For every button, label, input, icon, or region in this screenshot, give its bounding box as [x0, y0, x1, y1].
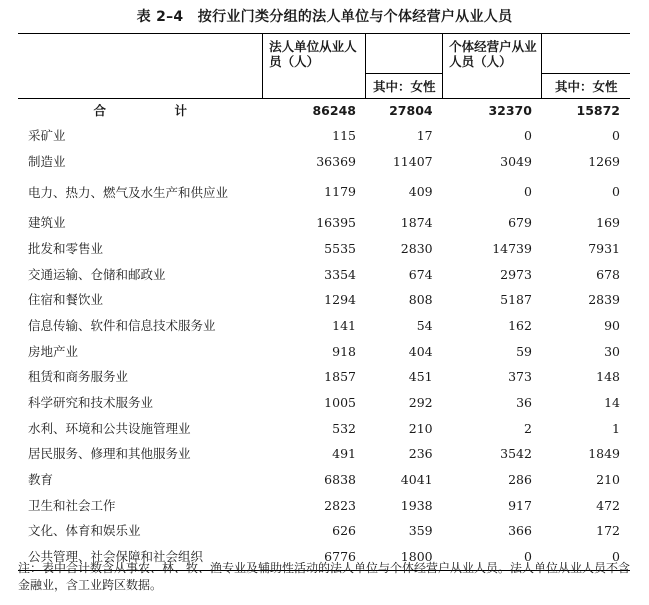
table-row	[18, 442, 630, 468]
cell-value: 0	[612, 127, 620, 143]
table-row	[18, 390, 630, 416]
header-spacer-4	[443, 74, 542, 99]
cell-value: 0	[524, 127, 532, 143]
table-row	[18, 519, 630, 545]
cell-value: 6838	[324, 472, 356, 488]
cell-value: 678	[596, 266, 620, 282]
header-legal-persons: 法人单位从业人员（人）	[263, 34, 366, 74]
header-spacer-3	[263, 74, 366, 99]
header-female-1: 其中：女性	[366, 74, 443, 99]
industry-label: 信息传输、软件和信息技术服务业	[28, 317, 216, 333]
cell-value: 366	[508, 523, 532, 539]
table-row	[18, 236, 630, 262]
cell-value: 169	[596, 215, 620, 231]
cell-value: 2830	[400, 240, 433, 256]
cell-value: 236	[408, 446, 433, 462]
total-value: 32370	[488, 103, 532, 118]
cell-value: 373	[508, 369, 532, 385]
cell-value: 1800	[366, 544, 443, 570]
cell-value: 90	[604, 317, 620, 333]
cell-value: 286	[508, 472, 532, 488]
cell-value: 6776	[263, 544, 366, 570]
table-title: 表 2–4 按行业门类分组的法人单位与个体经营户从业人员	[136, 9, 513, 25]
industry-label: 建筑业	[28, 215, 66, 231]
cell-value: 2	[524, 420, 532, 436]
table-row	[18, 365, 630, 391]
cell-value: 532	[332, 420, 356, 436]
cell-value: 472	[596, 497, 620, 513]
cell-value: 4041	[400, 472, 433, 488]
cell-value: 141	[332, 317, 356, 333]
cell-value: 451	[408, 369, 433, 385]
cell-value: 0	[524, 184, 532, 200]
industry-label: 电力、热力、燃气及水生产和供应业	[28, 184, 229, 200]
header-spacer-1	[366, 34, 443, 74]
industry-label: 卫生和社会工作	[28, 497, 116, 513]
cell-value: 918	[332, 343, 356, 359]
table-row	[18, 262, 630, 288]
cell-value: 1938	[400, 497, 433, 513]
corner-header	[18, 34, 263, 99]
cell-value: 5535	[324, 240, 356, 256]
cell-value: 36369	[316, 153, 356, 169]
cell-value: 1857	[324, 369, 356, 385]
header-female-2: 其中：女性	[542, 74, 630, 99]
cell-value: 17	[416, 127, 433, 143]
industry-label: 住宿和餐饮业	[28, 292, 104, 308]
cell-value: 210	[408, 420, 433, 436]
cell-value: 11407	[392, 153, 433, 169]
industry-label: 公共管理、社会保障和社会组织	[18, 544, 263, 570]
employment-table	[18, 33, 630, 571]
cell-value: 1874	[400, 215, 433, 231]
industry-label: 科学研究和技术服务业	[28, 395, 154, 411]
cell-value: 3354	[324, 266, 356, 282]
cell-value: 7931	[588, 240, 620, 256]
industry-label: 教育	[28, 472, 54, 488]
cell-value: 292	[408, 395, 433, 411]
table-row	[18, 123, 630, 149]
header-spacer-2	[542, 34, 630, 74]
total-label: 合 计	[93, 103, 216, 118]
cell-value: 1	[612, 420, 620, 436]
cell-value: 1849	[588, 446, 620, 462]
table-row	[18, 313, 630, 339]
cell-value: 917	[508, 497, 532, 513]
cell-value: 409	[408, 184, 433, 200]
total-value: 15872	[576, 103, 620, 118]
cell-value: 2839	[588, 292, 620, 308]
total-row	[18, 99, 630, 124]
cell-value: 36	[516, 395, 532, 411]
total-value: 86248	[312, 103, 356, 118]
table-note: 注：表中合计数含从事农、林、牧、渔专业及辅助性活动的法人单位与个体经营户从业人员。法人单位从业人员不含金融业，含工业跨区数据。	[18, 561, 631, 592]
total-value: 27804	[389, 103, 433, 118]
table-row	[18, 467, 630, 493]
header-individual: 个体经营户从业人员（人）	[443, 34, 542, 74]
cell-value: 3542	[500, 446, 532, 462]
industry-label: 文化、体育和娱乐业	[28, 523, 141, 539]
table-row	[18, 493, 630, 519]
cell-value: 5187	[500, 292, 532, 308]
cell-value: 1269	[588, 153, 620, 169]
cell-value: 626	[332, 523, 356, 539]
cell-value: 54	[416, 317, 433, 333]
cell-value: 59	[516, 343, 532, 359]
cell-value: 1179	[324, 184, 356, 200]
cell-value: 1294	[324, 292, 356, 308]
table-row	[18, 416, 630, 442]
cell-value: 808	[408, 292, 433, 308]
cell-value: 491	[332, 446, 356, 462]
cell-value: 115	[332, 127, 356, 143]
industry-label: 采矿业	[28, 127, 66, 143]
cell-value: 148	[596, 369, 620, 385]
cell-value: 30	[604, 343, 620, 359]
industry-label: 制造业	[28, 153, 66, 169]
cell-value: 2973	[500, 266, 532, 282]
cell-value: 16395	[316, 215, 356, 231]
cell-value: 210	[596, 472, 620, 488]
industry-label: 居民服务、修理和其他服务业	[28, 446, 191, 462]
cell-value: 674	[408, 266, 433, 282]
table-row	[18, 210, 630, 236]
industry-label: 租赁和商务服务业	[28, 369, 129, 385]
cell-value: 0	[612, 184, 620, 200]
cell-value: 404	[408, 343, 433, 359]
cell-value: 3049	[500, 153, 532, 169]
industry-label: 交通运输、仓储和邮政业	[28, 266, 166, 282]
industry-label: 水利、环境和公共设施管理业	[28, 420, 191, 436]
cell-value: 172	[596, 523, 620, 539]
industry-label: 房地产业	[28, 343, 79, 359]
table-row	[18, 149, 630, 175]
cell-value: 359	[408, 523, 433, 539]
table-row	[18, 339, 630, 365]
cell-value: 679	[508, 215, 532, 231]
cell-value: 0	[443, 544, 542, 570]
cell-value: 162	[508, 317, 532, 333]
cell-value: 2823	[324, 497, 356, 513]
cell-value: 14	[604, 395, 620, 411]
cell-value: 1005	[324, 395, 356, 411]
table-row	[18, 174, 630, 210]
table-row	[18, 287, 630, 313]
cell-value: 14739	[492, 240, 532, 256]
cell-value: 0	[542, 544, 630, 570]
industry-label: 批发和零售业	[28, 240, 104, 256]
